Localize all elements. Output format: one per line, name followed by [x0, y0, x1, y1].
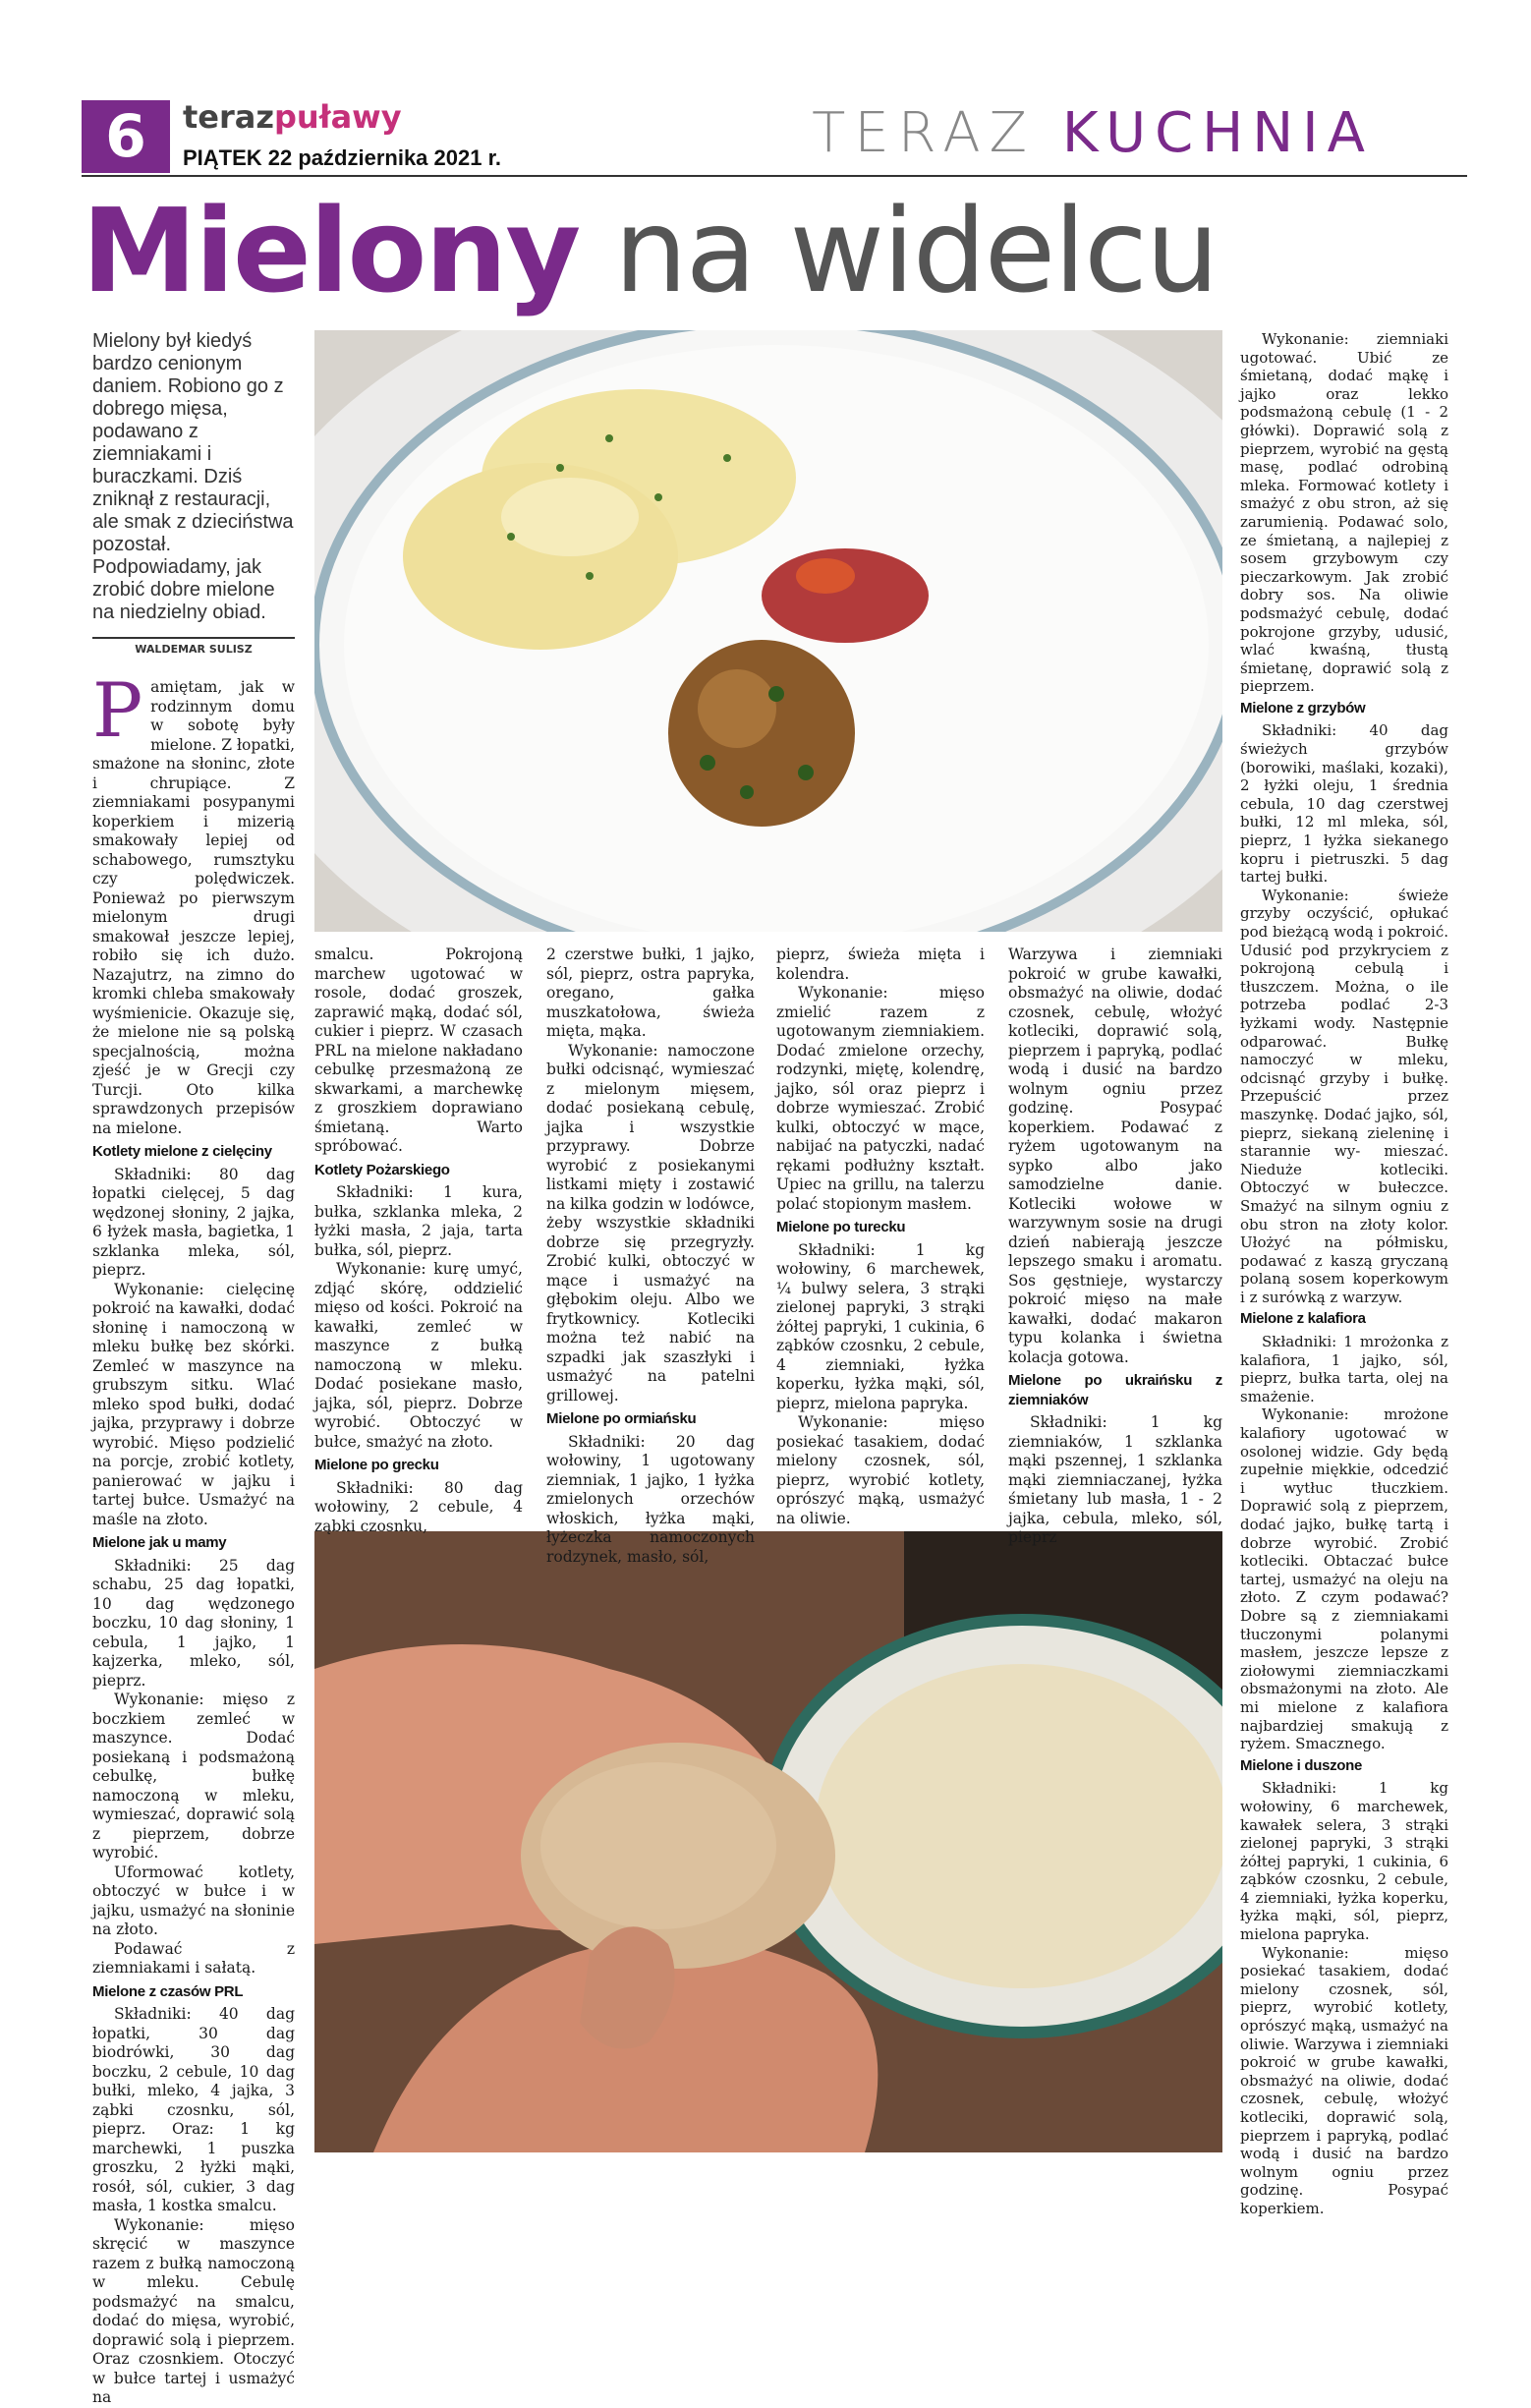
paragraph: Składniki: 40 dag świeżych grzybów (borowiki, maślaki, kozaki), 2 łyżki oleju, 1 średnia cebula, 10 dag czerstwej bułki, 12 ml mleka, sól, pieprz, 1 łyżka siekanego kopru i pietruszki. 5 dag tartej bułki.: [1240, 721, 1448, 887]
brand-part1: teraz: [183, 98, 274, 136]
paragraph: Wykonanie: kurę umyć, zdjąć skórę, oddzielić mięso od kości. Pokroić na kawałki, zemleć w maszynce z bułką namoczoną w mleku. Dodać posiekane masło, jajka, sól, pieprz. Dobrze wyrobić. Obtoczyć w bułce, smażyć na złoto.: [314, 1260, 523, 1451]
paragraph: 2 czerstwe bułki, 1 jajko, sól, pieprz, ostra papryka, oregano, gałka muszkatołowa, świeża mięta, mąka.: [546, 946, 755, 1040]
recipe-heading-mom: Mielone jak u mamy: [92, 1534, 227, 1551]
recipe-heading-pozarski: Kotlety Pożarskiego: [314, 1161, 450, 1178]
paragraph: Składniki: 1 kg ziemniaków, 1 szklanka mąki pszennej, 1 szklanka mąki ziemniaczanej, łyżka śmietany lub masła, 1 - 2 jajka, cebula, mleko, sól, pieprz: [1008, 1413, 1222, 1546]
paragraph: Składniki: 80 dag wołowiny, 2 cebule, 4 ząbki czosnku,: [314, 1478, 523, 1535]
page-number: 6: [82, 100, 170, 173]
section-part2: KUCHNIA: [1061, 101, 1374, 165]
paragraph: Wykonanie: mięso skręcić w maszynce razem z bułką namoczoną w mleku. Cebulę podsmażyć na smalcu, dodać do mięsa, wyrobić, doprawić solą i pieprzem. Oraz czosnkiem. Otoczyć w bułce tartej i usmażyć na: [92, 2215, 295, 2406]
paragraph: Uformować kotlety, obtoczyć w bułce i w jajku, usmażyć na słoninie na złoto.: [92, 1863, 296, 1938]
article-column-5: [1008, 946, 1222, 1548]
paragraph: Podawać z ziemniakami i sałatą.: [92, 1939, 295, 1977]
paragraph: Składniki: 40 dag łopatki, 30 dag biodrówki, 30 dag boczku, 2 cebule, 10 dag bułki, mleko, 4 jajka, 3 ząbki czosnku, sól, pieprz. Oraz: 1 kg marchewki, 1 puszka groszku, 2 łyżki mąki, rosół, sól, cukier, 3 dag masła, 1 kostka smalcu.: [92, 2005, 295, 2214]
paragraph: Składniki: 25 dag schabu, 25 dag łopatki, 10 dag wędzonego boczku, 10 dag słoniny, 1 cebula, 1 jajko, 1 kajzerka, mleko, sól, pieprz.: [92, 1556, 295, 1690]
paragraph: smalcu. Pokrojoną marchew ugotować w rosole, dodać groszek, zaprawić mąką, dodać sól, cukier i pieprz. W czasach PRL na mielone nakładano cebulkę przesmażoną ze skwarkami, a marchewkę z groszkiem doprawiano śmietaną. Warto spróbować.: [314, 946, 523, 1155]
photo-hand-breaded-cutlet: [314, 1531, 1222, 2152]
recipe-heading-turkish: Mielone po turecku: [776, 1219, 906, 1235]
dropcap: P: [92, 666, 143, 754]
section-part1: TERAZ: [812, 101, 1037, 165]
title-bold: Mielony: [82, 183, 580, 318]
paragraph: Składniki: 20 dag wołowiny, 1 ugotowany ziemniak, 1 jajko, 1 łyżka zmielonych orzechów włoskich, łyżka mąki, łyżeczka namoczonych rodzynek, masło, sól,: [546, 1432, 755, 1566]
paragraph: Składniki: 1 kg wołowiny, 6 marchewek, kawałek selera, 3 strąki zielonej papryki, 3 strąki żółtej papryki, 1 cukinia, 6 ząbków czosnku, 2 cebule, 4 ziemniaki, łyżka koperku, łyżka mąki, sól, pieprz, mielona papryka.: [1240, 1779, 1448, 1944]
paragraph: Wykonanie: mrożone kalafiory ugotować w osolonej widzie. Gdy będą zupełnie miękkie, odcedzić i wytłuc tłuczkiem. Doprawić solą z pieprzem, dodać jajko, bułkę tartą i dobrze wyrobić. Zrobić kotleciki. Obtaczać bułce tartej, usmażyć na oleju na złoto. Z czym podawać? Dobre są z ziemniakami tłuczonymi polanymi masłem, jeszcze lepsze z ziołowymi ziemniaczkami obsmażonymi na złoto. Ale mi mielone z kalafiora najbardziej smakują z ryżem. Smacznego.: [1240, 1405, 1448, 1753]
recipe-heading-prl: Mielone z czasów PRL: [92, 1982, 244, 2000]
paragraph: Wykonanie: mięso zmielić razem z ugotowanym ziemniakiem. Dodać zmielone orzechy, rodzynki, miętę, kolendrę, jajko, sól oraz pieprz i dobrze wymieszać. Zrobić kulki, obtoczyć w mące, nabijać na patyczki, nadać rękami podłużny kształt. Upiec na grillu, na talerzu polać stopionym masłem.: [776, 984, 985, 1213]
recipe-heading-stewed: Mielone i duszone: [1240, 1756, 1363, 1774]
article-column-6: [1240, 330, 1448, 2218]
brand-logo: [183, 100, 402, 134]
paragraph: Wykonanie: mięso posiekać tasakiem, dodać mielony czosnek, sól, pieprz, wyrobić kotlety, oprószyć mąką, usmażyć na oliwie. Warzywa i ziemniaki pokroić w grube kawałki, obsmażyć na oliwie, dodać czosnek, cebulę, włożyć kotleciki, doprawić solą, pieprzem i papryką, podlać wodą i dusić na bardzo wolnym ogniu przez godzinę. Posypać koperkiem.: [1240, 1943, 1448, 2217]
recipe-heading-cauliflower: Mielone z kalafiora: [1240, 1310, 1366, 1328]
section-title: [812, 101, 1374, 165]
recipe-heading-veal: Kotlety mielone z cielęciny: [92, 1143, 272, 1160]
paragraph: Warzywa i ziemniaki pokroić w grube kawałki, obsmażyć na oliwie, dodać czosnek, cebulę, włożyć kotleciki, doprawić solą, pieprzem i papryką, podlać wodą i dusić na bardzo wolnym ogniu przez godzinę. Posypać koperkiem. Podawać z ryżem ugotowanym na sypko albo jako samodzielne danie. Kotleciki wołowe w warzywnym sosie na drugi dzień nabierają jeszcze lepszego smaku i aromatu. Sos gęstnieje, wystarczy pokroić mięso na małe kawałki, dodać makaron typu kolanka i świetna kolacja gotowa.: [1008, 946, 1222, 1366]
article-column-4: [776, 946, 985, 1528]
paragraph: Składniki: 1 kg wołowiny, 6 marchewek, ¼ bulwy selera, 3 strąki zielonej papryki, 3 strąki żółtej papryki, 1 cukinia, 6 ząbków czosnku, 2 cebule, 4 ziemniaki, łyżka koperku, łyżka mąki, sól, pieprz, mielona papryka.: [776, 1240, 985, 1412]
paragraph: Wykonanie: mięso posiekać tasakiem, dodać mielony czosnek, sól, pieprz, wyrobić kotlety, oprószyć mąką, usmażyć na oliwie.: [776, 1413, 985, 1527]
header-rule: [82, 175, 1467, 177]
article-lead: Mielony był kiedyś bardzo cenionym daniem. Robiono go z dobrego mięsa, podawano z ziemniakami i buraczkami. Dziś zniknął z restauracji, ale smak z dzieciństwa pozostał. Podpowiadamy, jak zrobić dobre mielone na niedzielny obiad.: [92, 330, 294, 623]
photo-plate-mashed-potatoes: [314, 330, 1222, 932]
article-column-1: [92, 666, 296, 2408]
paragraph: Wykonanie: cielęcinę pokroić na kawałki, dodać słoninę i namoczoną w mleku bułkę bez skórki. Zemleć w maszynce na grubszym sitku. Wlać mleko spod bułki, dodać jajka, przyprawy i dobrze wyrobić. Mięso podzielić na porcje, zrobić kotlety, panierować w jajku i tartej bułce. Usmażyć na maśle na złoto.: [92, 1280, 295, 1528]
article-title: [82, 183, 1218, 318]
recipe-heading-armenian: Mielone po ormiańsku: [546, 1410, 697, 1427]
recipe-heading-ukrainian: Mielone po ukraińsku z ziemniaków: [1008, 1372, 1222, 1408]
paragraph: Wykonanie: mięso z boczkiem zemleć w maszynce. Dodać posiekaną i podsmażoną cebulkę, bułkę namoczoną w mleku, wymieszać, doprawić solą z pieprzem, dobrze wyrobić.: [92, 1691, 295, 1862]
paragraph: Wykonanie: świeże grzyby oczyścić, opłukać pod bieżącą wodą i pokroić. Udusić pod przykryciem z pokrojoną cebulą i tłuszczem. Można, o ile potrzeba podlać 2-3 łyżkami wody. Następnie odparować. Bułkę namoczyć w mleku, odcisnąć grzyby i bułkę. Przepuścić przez maszynkę. Dodać jajko, sól, pieprz, siekaną zieleninę i starannie wy- mieszać. Nieduże kotleciki. Obtoczyć w bułeczce. Smażyć na silnym ogniu z obu stron na złoty kolor. Ułożyć na półmisku, podawać z kaszą gryczaną polaną sosem koperkowym i z surówką z warzyw.: [1240, 886, 1448, 1306]
recipe-heading-greek: Mielone po grecku: [314, 1457, 439, 1473]
title-rest: na widelcu: [613, 183, 1218, 318]
article-column-2: [314, 946, 523, 1536]
recipe-heading-mushroom: Mielone z grzybów: [1240, 699, 1366, 717]
brand-part2: puławy: [274, 98, 402, 136]
paragraph: Wykonanie: namoczone bułki odcisnąć, wymieszać z mielonym mięsem, dodać posiekaną cebulę, jajka i wszystkie przyprawy. Dobrze wyrobić z posiekanymi listkami mięty i zostawić na kilka godzin w lodówce, żeby wszystkie składniki dobrze się przegryzły. Zrobić kulki, obtoczyć w mące i usmażyć na głębokim oleju. Albo we frytkownicy. Kotleciki można też nabić na szpadki jak szaszłyki i usmażyć na patelni grillowej.: [546, 1041, 756, 1405]
paragraph: pieprz, świeża mięta i kolendra.: [776, 946, 985, 983]
byline: WALDEMAR SULISZ: [92, 637, 295, 656]
intro-paragraph: amiętam, jak w rodzinnym domu w sobotę były mielone. Z łopatki, smażone na słoninc, złote i chrupiące. Z ziemniakami posypanymi koperkiem i mizerią smakowały lepiej od schabowego, rumsztyku czy polędwiczek. Ponieważ po pierwszym mielonym drugi smakował jeszcze lepiej, robiło się ich dużo. Nazajutrz, na zimno do kromki chleba smakowały wyśmienicie. Okazuje się, że mielone nie są polską specjalnością, można zjeść je w Grecji czy Turcji. Oto kilka sprawdzonych przepisów na mielone.: [92, 678, 295, 1137]
article-column-3: [546, 946, 755, 1567]
paragraph: Składniki: 1 kura, bułka, szklanka mleka, 2 łyżki masła, 2 jaja, tarta bułka, sól, pieprz.: [314, 1183, 523, 1259]
paragraph: Składniki: 1 mrożonka z kalafiora, 1 jajko, sól, pieprz, bułka tarta, olej na smażenie.: [1240, 1333, 1448, 1405]
paragraph: Wykonanie: ziemniaki ugotować. Ubić ze śmietaną, dodać mąkę i jajko oraz lekko podsmażoną cebulę (1 - 2 główki). Doprawić solą z pieprzem, wyrobić na gęstą masę, podlać odrobiną mleka. Formować kotlety i smażyć z obu stron, aż się zarumienią. Podawać solo, ze śmietaną, a najlepiej z sosem grzybowym czy pieczarkowym. Jak zrobić dobry sos. Na oliwie podsmażyć cebulę, dodać pokrojone grzyby, udusić, wlać kwaśną, tłustą śmietanę, doprawić solą z pieprzem.: [1240, 330, 1448, 696]
issue-date: PIĄTEK 22 października 2021 r.: [183, 145, 502, 170]
paragraph: Składniki: 80 dag łopatki cielęcej, 5 dag wędzonej słoniny, 2 jajka, 6 łyżek masła, bagietka, 1 szklanka mleka, sól, pieprz.: [92, 1165, 295, 1279]
